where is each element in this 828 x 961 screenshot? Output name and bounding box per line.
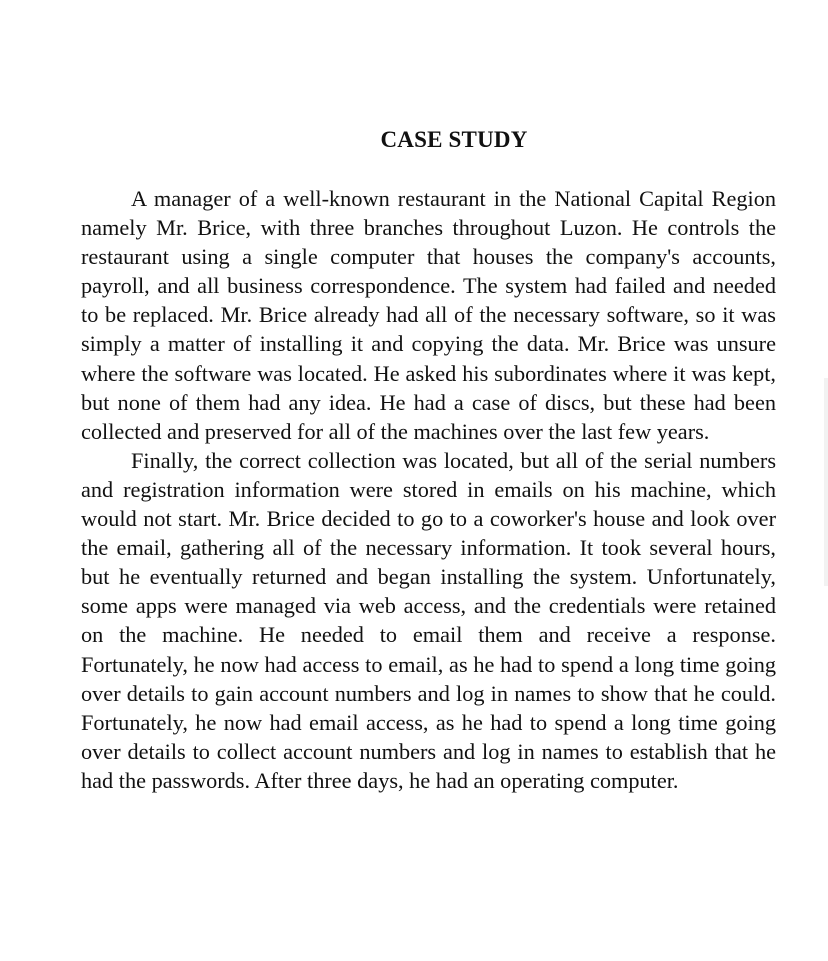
- document-body: [81, 184, 776, 795]
- page-title: CASE STUDY: [380, 127, 528, 152]
- paragraph-1: A manager of a well-known restaurant in the National Capital Region namely Mr. Brice, with three branches throughout Luzon. He controls the restaurant using a single computer that houses the company's accounts, payroll, and all business correspondence. The system had failed and needed to be replaced. Mr. Brice already had all of the necessary software, so it was simply a matter of installing it and copying the data. Mr. Brice was unsure where the software was located. He asked his subordinates where it was kept, but none of them had any idea. He had a case of discs, but these had been collected and preserved for all of the machines over the last few years.: [81, 186, 776, 444]
- paragraph-2: Finally, the correct collection was located, but all of the serial numbers and registration information were stored in emails on his machine, which would not start. Mr. Brice decided to go to a coworker's house and look over the email, gathering all of the necessary information. It took several hours, but he eventually returned and began installing the system. Unfortunately, some apps were managed via web access, and the credentials were retained on the machine. He needed to email them and receive a response. Fortunately, he now had access to email, as he had to spend a long time going over details to gain account numbers and log in names to show that he could. Fortunately, he now had email access, as he had to spend a long time going over details to collect account numbers and log in names to establish that he had the passwords. After three days, he had an operating computer.: [81, 447, 776, 793]
- scrollbar-track[interactable]: [824, 378, 828, 586]
